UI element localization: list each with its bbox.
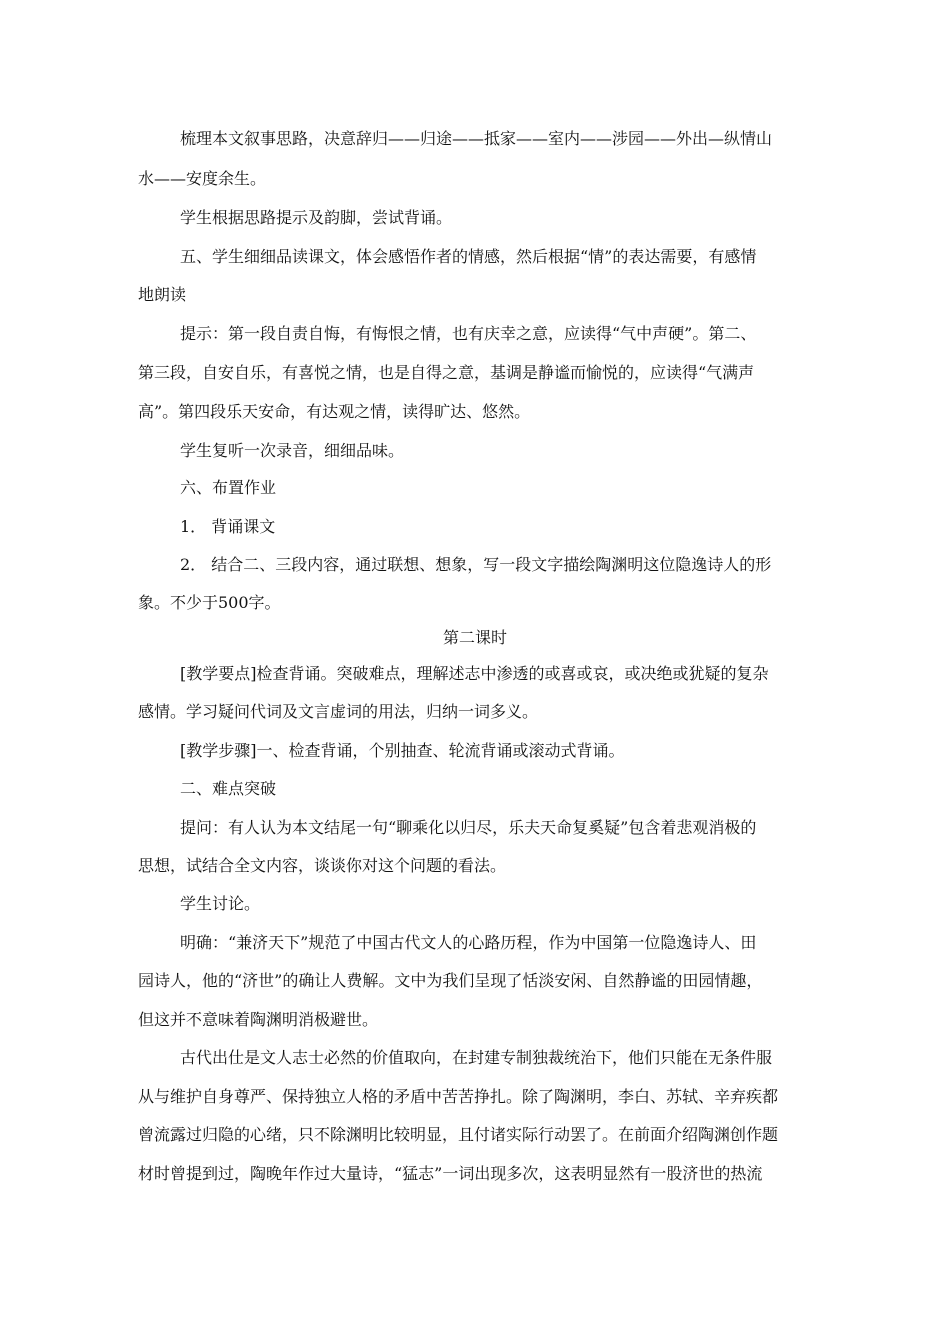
text-line-19: 提问：有人认为本文结尾一句“聊乘化以归尽，乐夫天命复奚疑”包含着悲观消极的 — [180, 818, 757, 837]
text-line-11: 1． 背诵课文 — [180, 517, 276, 536]
text-line-8: 高”。第四段乐天安命，有达观之情，读得旷达、悠然。 — [138, 402, 531, 421]
text-line-16: 感情。学习疑问代词及文言虚词的用法，归纳一词多义。 — [138, 702, 539, 721]
text-line-26: 从与维护自身尊严、保持独立人格的矛盾中苦苦挣扎。除了陶渊明，李白、苏轼、辛弃疾都 — [138, 1087, 779, 1106]
text-line-23: 园诗人，他的“济世”的确让人费解。文中为我们呈现了恬淡安闲、自然静谧的田园情趣， — [138, 971, 763, 990]
text-line-21: 学生讨论。 — [180, 894, 261, 913]
text-line-1: 梳理本文叙事思路，决意辞归——归途——抵家——室内——涉园——外出—纵情山 — [180, 129, 773, 148]
text-line-18: 二、难点突破 — [180, 779, 277, 798]
text-line-7: 第三段，自安自乐，有喜悦之情，也是自得之意，基调是静谧而愉悦的，应读得“气满声 — [138, 363, 755, 382]
section-heading: 第二课时 — [442, 628, 507, 647]
text-line-15: [教学要点]检查背诵。突破难点，理解述志中渗透的或喜或哀，或决绝或犹疑的复杂 — [180, 664, 769, 683]
text-line-10: 六、布置作业 — [180, 478, 277, 497]
text-line-25: 古代出仕是文人志士必然的价值取向，在封建专制独裁统治下，他们只能在无条件服 — [180, 1048, 773, 1067]
text-line-12: 2． 结合二、三段内容，通过联想、想象，写一段文字描绘陶渊明这位隐逸诗人的形 — [180, 555, 772, 574]
text-line-22: 明确：“兼济天下”规范了中国古代文人的心路历程，作为中国第一位隐逸诗人、田 — [180, 933, 757, 952]
text-line-13: 象。不少于500字。 — [138, 593, 281, 612]
text-line-2: 水——安度余生。 — [138, 169, 267, 188]
text-line-17: [教学步骤]一、检查背诵，个别抽查、轮流背诵或滚动式背诵。 — [180, 741, 625, 760]
text-line-27: 曾流露过归隐的心绪，只不除渊明比较明显，且付诸实际行动罢了。在前面介绍陶渊创作题 — [138, 1125, 779, 1144]
text-line-24: 但这并不意味着陶渊明消极避世。 — [138, 1010, 379, 1029]
text-line-3: 学生根据思路提示及韵脚，尝试背诵。 — [180, 208, 453, 227]
text-line-5: 地朗读 — [138, 285, 187, 304]
text-line-4: 五、学生细细品读课文，体会感悟作者的情感，然后根据“情”的表达需要，有感情 — [180, 247, 757, 266]
text-line-9: 学生复听一次录音，细细品味。 — [180, 441, 405, 460]
text-line-20: 思想，试结合全文内容，谈谈你对这个问题的看法。 — [138, 856, 507, 875]
text-line-6: 提示：第一段自责自悔，有悔恨之情，也有庆幸之意，应读得“气中声硬”。第二、 — [180, 324, 757, 343]
text-line-28: 材时曾提到过，陶晚年作过大量诗，“猛志”一词出现多次，这表明显然有一股济世的热流 — [138, 1164, 763, 1183]
